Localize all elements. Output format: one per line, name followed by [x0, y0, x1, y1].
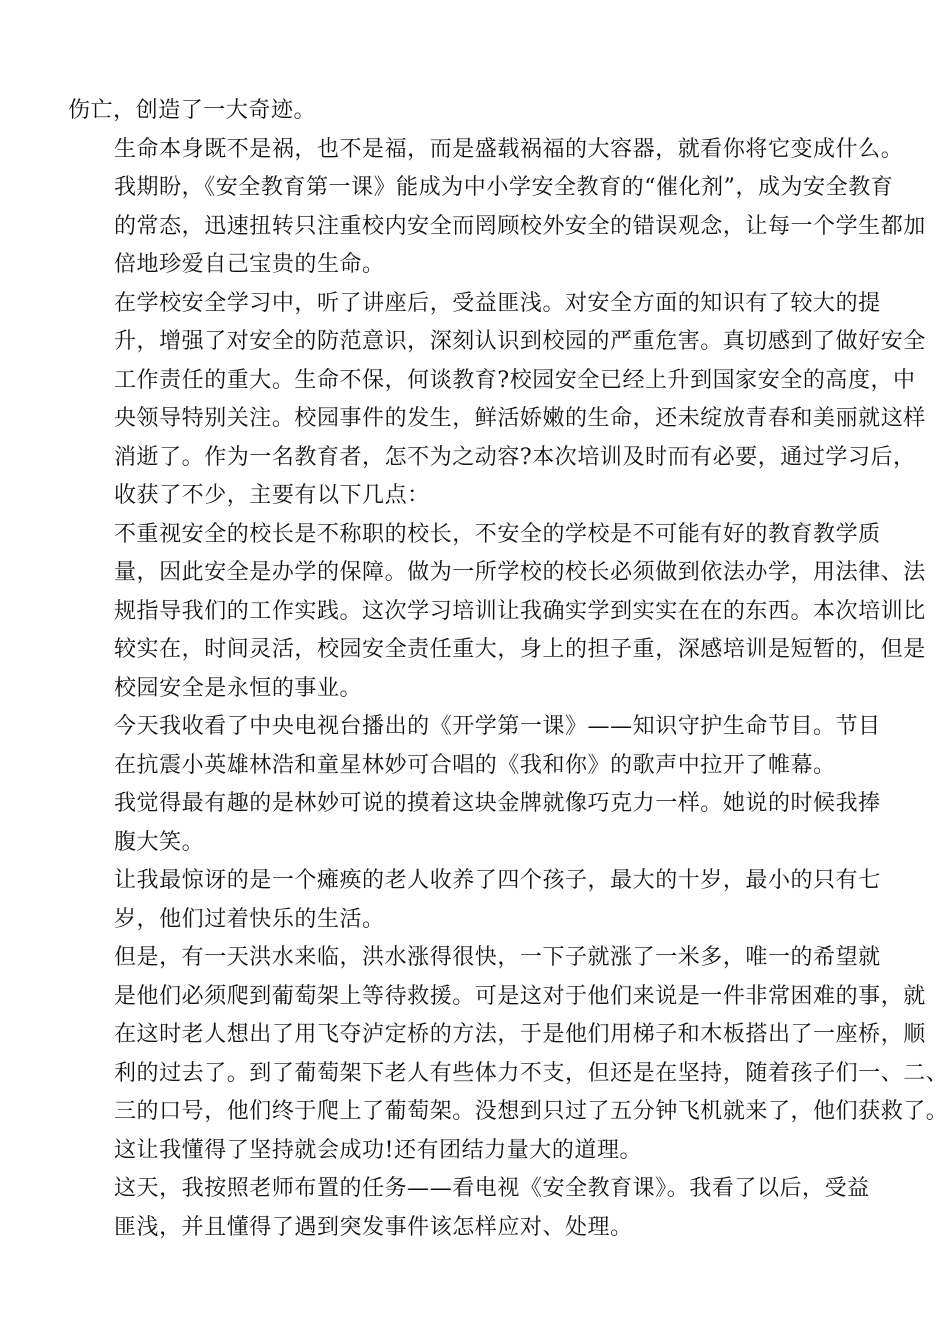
text-line: 在这时老人想出了用飞夺泸定桥的方法，于是他们用梯子和木板搭出了一座桥，顺 — [114, 1022, 926, 1047]
text-line: 三的口号，他们终于爬上了葡萄架。没想到只过了五分钟飞机就来了，他们获救了。 — [114, 1099, 949, 1124]
text-line: 岁，他们过着快乐的生活。 — [114, 906, 385, 932]
text-line: 这让我懂得了坚持就会成功!还有团结力量大的道理。 — [114, 1137, 643, 1163]
text-line: 校园安全是永恒的事业。 — [114, 675, 363, 701]
text-line: 伤亡，创造了一大奇迹。 — [68, 98, 317, 123]
paragraph — [68, 1170, 884, 1247]
text-line: 收获了不少，主要有以下几点： — [114, 483, 430, 508]
text-line: 利的过去了。到了葡萄架下老人有些体力不支，但还是在坚持，随着孩子们一、二、 — [114, 1060, 949, 1086]
text-line: 工作责任的重大。生命不保，何谈教育?校园安全已经上升到国家安全的高度，中 — [114, 367, 916, 393]
text-line: 是他们必须爬到葡萄架上等待救援。可是这对于他们来说是一件非常困难的事，就 — [114, 983, 926, 1009]
paragraph — [68, 92, 884, 131]
text-line: 生命本身既不是祸，也不是福，而是盛载祸福的大容器，就看你将它变成什么。 — [114, 136, 904, 162]
paragraph — [68, 939, 949, 1132]
paragraph — [68, 285, 926, 516]
text-line: 较实在，时间灵活，校园安全责任重大，身上的担子重，深感培训是短暂的，但是 — [114, 637, 926, 662]
paragraph — [68, 516, 926, 709]
text-line: 我期盼，《安全教育第一课》能成为中小学安全教育的“催化剂”，成为安全教育 — [114, 175, 894, 200]
text-line: 我觉得最有趣的是林妙可说的摸着这块金牌就像巧克力一样。她说的时候我捧 — [114, 791, 881, 816]
text-line: 但是，有一天洪水来临，洪水涨得很快，一下子就涨了一米多，唯一的希望就 — [114, 945, 881, 970]
text-line: 匪浅，并且懂得了遇到突发事件该怎样应对、处理。 — [114, 1214, 633, 1240]
text-line: 升，增强了对安全的防范意识，深刻认识到校园的严重危害。真切感到了做好安全 — [114, 329, 926, 354]
text-line: 消逝了。作为一名教育者，怎不为之动容?本次培训及时而有必要，通过学习后， — [114, 444, 916, 470]
text-line: 在抗震小英雄林浩和童星林妙可合唱的《我和你》的歌声中拉开了帷幕。 — [114, 752, 836, 778]
text-line: 这天，我按照老师布置的任务——看电视《安全教育课》。我看了以后，受益 — [114, 1176, 870, 1201]
paragraph — [68, 862, 884, 939]
paragraph — [68, 785, 884, 862]
text-line: 让我最惊讶的是一个瘫痪的老人收养了四个孩子，最大的十岁，最小的只有七 — [114, 868, 881, 893]
paragraph — [68, 1132, 884, 1171]
text-line: 量，因此安全是办学的保障。做为一所学校的校长必须做到依法办学，用法律、法 — [114, 560, 926, 585]
text-line: 在学校安全学习中，听了讲座后，受益匪浅。对安全方面的知识有了较大的提 — [114, 290, 881, 316]
text-line: 的常态，迅速扭转只注重校内安全而罔顾校外安全的错误观念，让每一个学生都加 — [114, 213, 926, 239]
paragraph — [68, 708, 884, 785]
document-body — [68, 92, 949, 1247]
text-line: 规指导我们的工作实践。这次学习培训让我确实学到实实在在的东西。本次培训比 — [114, 598, 926, 624]
text-line: 央领导特别关注。校园事件的发生，鲜活娇嫩的生命，还未绽放青春和美丽就这样 — [114, 406, 926, 431]
text-line: 不重视安全的校长是不称职的校长，不安全的学校是不可能有好的教育教学质 — [114, 521, 881, 547]
text-line: 腹大笑。 — [114, 829, 205, 855]
text-line: 今天我收看了中央电视台播出的《开学第一课》——知识守护生命节目。节目 — [114, 714, 881, 739]
paragraph — [68, 131, 926, 285]
text-line: 倍地珍爱自己宝贵的生命。 — [114, 252, 385, 277]
